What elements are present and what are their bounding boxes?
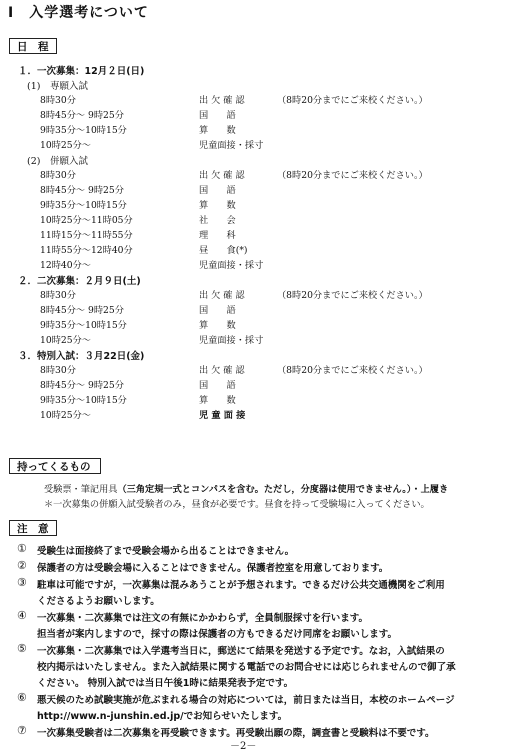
schedule-time: 8時45分～ 9時25分 — [40, 185, 124, 196]
schedule-label: 日 程 — [9, 38, 57, 54]
note-text: http://www.n-junshin.ed.jp/でお知らせいたします。 — [37, 711, 288, 722]
note-text: 駐車は可能ですが，一次募集は混みあうことが予想されます。できるだけ公共交通機関をご利用 — [37, 580, 445, 591]
schedule-time: 8時30分 — [40, 95, 76, 106]
note-text: 一次募集・二次募集では注文の有無にかかわらず，全員制服採寸を行います。 — [37, 613, 368, 624]
schedule-time: 8時30分 — [40, 365, 76, 376]
schedule-row — [0, 198, 512, 213]
schedule-note: （8時20分までにご来校ください。） — [277, 95, 428, 106]
schedule-subject: 出 欠 確 認 — [199, 95, 245, 106]
note-number: ① — [17, 542, 27, 555]
bring-line-1 — [44, 481, 448, 495]
schedule-subject: 算 数 — [199, 200, 236, 211]
schedule-time: 11時55分～12時40分 — [40, 245, 133, 256]
schedule-time: 8時45分～ 9時25分 — [40, 380, 124, 391]
schedule-row — [0, 93, 512, 108]
schedule-group-title: (2) 併願入試 — [27, 156, 88, 167]
schedule-row — [0, 258, 512, 273]
schedule-subject: 出 欠 確 認 — [199, 365, 245, 376]
schedule-time: 8時30分 — [40, 290, 76, 301]
note-text: ください。 特別入試では当日午後1時に結果発表予定です。 — [37, 678, 294, 689]
schedule-subject: 算 数 — [199, 125, 236, 136]
schedule-subject: 児童面接・採寸 — [199, 335, 264, 346]
schedule-row — [0, 138, 512, 153]
note-text: 受験生は面接終了まで受験会場から出ることはできません。 — [37, 546, 295, 557]
schedule-subject: 出 欠 確 認 — [199, 170, 245, 181]
schedule-subject: 児童面接・採寸 — [199, 140, 264, 151]
schedule-time: 11時15分～11時55分 — [40, 230, 133, 241]
schedule-row — [0, 333, 512, 348]
schedule-subject: 出 欠 確 認 — [199, 290, 245, 301]
note-text: 保護者の方は受験会場に入ることはできません。保護者控室を用意しております。 — [37, 563, 389, 574]
note-number: ⑦ — [17, 724, 27, 737]
schedule-row — [0, 303, 512, 318]
schedule-time: 10時25分～ — [40, 335, 91, 346]
schedule-time: 9時35分～10時15分 — [40, 200, 127, 211]
schedule-note: （8時20分までにご来校ください。） — [277, 365, 428, 376]
schedule-time: 10時25分～ — [40, 140, 91, 151]
bring-items-note: （三角定規一式とコンパスを含む。ただし，分度器は使用できません。）・上履き — [117, 484, 449, 495]
schedule-subject: 算 数 — [199, 395, 236, 406]
schedule-row — [0, 108, 512, 123]
schedule-time: 10時25分～ — [40, 410, 91, 421]
bring-label: 持ってくるもの — [9, 458, 101, 474]
note-number: ② — [17, 559, 27, 572]
note-text: 校内掲示はいたしません。また入試結果に関する電話でのお問合せには応じられませんので御了承 — [37, 662, 456, 673]
schedule-subject: 理 科 — [199, 230, 236, 241]
schedule-section-title: １．一次募集：12月２日(日) — [18, 66, 145, 77]
schedule-row — [0, 243, 512, 258]
schedule-subject: 国 語 — [199, 110, 236, 121]
note-text: 悪天候のため試験実施が危ぶまれる場合の対応については，前日または当日，本校のホームページ — [37, 695, 455, 706]
bring-items: 受験票・筆記用具 — [44, 484, 118, 495]
schedule-time: 8時30分 — [40, 170, 76, 181]
schedule-time: 12時40分～ — [40, 260, 91, 271]
schedule-row — [0, 213, 512, 228]
note-number: ⑥ — [17, 691, 27, 704]
note-number: ⑤ — [17, 642, 27, 655]
schedule-note: （8時20分までにご来校ください。） — [277, 170, 428, 181]
schedule-section-title: ３．特別入試：３月22日(金) — [18, 351, 145, 362]
schedule-subject: 児童面接・採寸 — [199, 260, 264, 271]
page-heading: Ⅰ 入学選考について — [8, 5, 149, 21]
schedule-time: 9時35分～10時15分 — [40, 320, 127, 331]
schedule-subject: 国 語 — [199, 305, 236, 316]
schedule-row — [0, 168, 512, 183]
schedule-subject: 昼 食(*) — [199, 245, 248, 256]
schedule-subject: 算 数 — [199, 320, 236, 331]
note-text: 一次募集受験者は二次募集を再受験できます。再受験出願の際，調査書と受験料は不要です。 — [37, 728, 435, 739]
schedule-row — [0, 318, 512, 333]
bring-line-2: ＊一次募集の併願入試受験者のみ，昼食が必要です。昼食を持って受験場に入ってください。 — [44, 499, 430, 510]
note-number: ④ — [17, 609, 27, 622]
schedule-row — [0, 393, 512, 408]
schedule-time: 8時45分～ 9時25分 — [40, 305, 124, 316]
schedule-row — [0, 183, 512, 198]
schedule-subject: 国 語 — [199, 185, 236, 196]
schedule-subject: 国 語 — [199, 380, 236, 391]
schedule-time: 9時35分～10時15分 — [40, 395, 127, 406]
note-text: くださるようお願いします。 — [37, 596, 160, 607]
schedule-section-title: ２．二次募集：２月９日(土) — [18, 276, 141, 287]
schedule-row — [0, 363, 512, 378]
schedule-note: （8時20分までにご来校ください。） — [277, 290, 428, 301]
schedule-row — [0, 378, 512, 393]
schedule-group-title: (1) 専願入試 — [27, 81, 88, 92]
notes-label: 注 意 — [9, 520, 57, 536]
schedule-time: 8時45分～ 9時25分 — [40, 110, 124, 121]
schedule-row — [0, 288, 512, 303]
schedule-row — [0, 408, 512, 423]
note-text: 一次募集・二次募集では入学選考当日に，郵送にて結果を発送する予定です。なお，入試結果の — [37, 646, 445, 657]
note-number: ③ — [17, 576, 27, 589]
page-number: －2－ — [230, 741, 257, 752]
schedule-subject: 社 会 — [199, 215, 236, 226]
schedule-subject: 児 童 面 接 — [199, 410, 246, 421]
schedule-row — [0, 123, 512, 138]
schedule-time: 10時25分～11時05分 — [40, 215, 133, 226]
schedule-row — [0, 228, 512, 243]
schedule-time: 9時35分～10時15分 — [40, 125, 127, 136]
note-text: 担当者が案内しますので，採寸の際は保護者の方もできるだけ同席をお願いします。 — [37, 629, 398, 640]
